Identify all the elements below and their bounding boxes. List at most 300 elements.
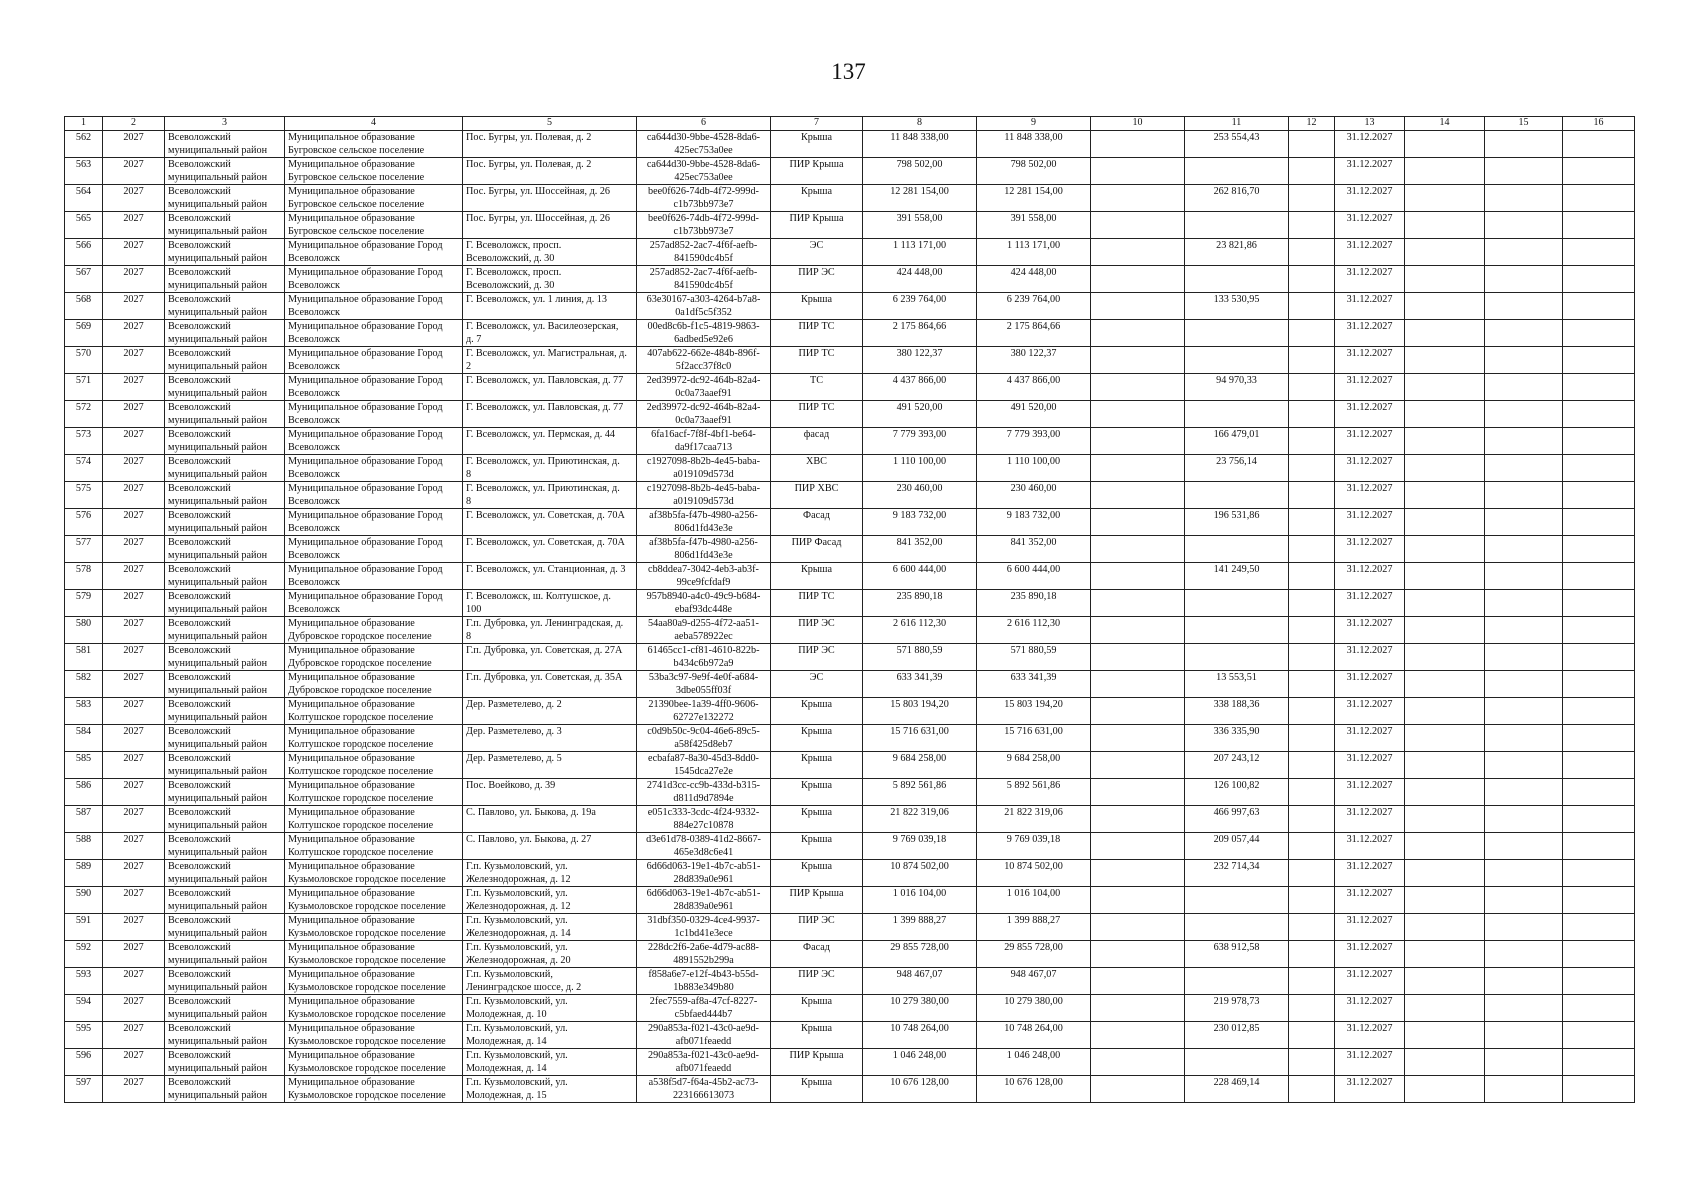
address-cell (463, 455, 637, 482)
column-15-cell (1485, 266, 1563, 293)
district-cell-line: муниципальный район (168, 577, 268, 588)
address-cell (463, 1022, 637, 1049)
column-16-cell (1563, 644, 1635, 671)
address-cell (463, 833, 637, 860)
column-number: 16 (1563, 117, 1635, 131)
house-guid-cell-line: f858a6e7-e12f-4b43-b55d- (648, 969, 759, 980)
column-9-cell: 10 676 128,00 (977, 1076, 1091, 1103)
table-row (65, 995, 1635, 1022)
year-cell: 2027 (103, 914, 165, 941)
column-8-cell: 1 016 104,00 (863, 887, 977, 914)
district-cell-line: муниципальный район (168, 442, 268, 453)
column-number: 3 (165, 117, 285, 131)
work-type-cell: ПИР Фасад (771, 536, 863, 563)
house-guid-cell (637, 644, 771, 671)
column-11-cell: 232 714,34 (1185, 860, 1289, 887)
column-11-cell: 228 469,14 (1185, 1076, 1289, 1103)
table-row (65, 1049, 1635, 1076)
district-cell-line: Всеволожский (168, 348, 231, 359)
column-15-cell (1485, 320, 1563, 347)
district-cell (165, 968, 285, 995)
municipality-cell-line: Муниципальное образование (288, 1023, 415, 1034)
municipality-cell (285, 536, 463, 563)
municipality-cell (285, 968, 463, 995)
column-10-cell (1091, 860, 1185, 887)
year-cell: 2027 (103, 428, 165, 455)
table-row (65, 428, 1635, 455)
district-cell-line: муниципальный район (168, 1090, 268, 1101)
municipality-cell-line: Колтушское городское поселение (288, 712, 434, 723)
municipality-cell-line: Муниципальное образование (288, 942, 415, 953)
column-11-cell (1185, 482, 1289, 509)
year-cell: 2027 (103, 239, 165, 266)
column-14-cell (1405, 320, 1485, 347)
row-number-cell: 585 (65, 752, 103, 779)
column-15-cell (1485, 185, 1563, 212)
year-cell: 2027 (103, 968, 165, 995)
district-cell (165, 806, 285, 833)
column-8-cell: 633 341,39 (863, 671, 977, 698)
row-number-cell: 584 (65, 725, 103, 752)
table-row (65, 239, 1635, 266)
table-row (65, 266, 1635, 293)
year-cell: 2027 (103, 347, 165, 374)
municipality-cell-line: Всеволожск (288, 253, 340, 264)
district-cell (165, 725, 285, 752)
column-8-cell: 571 880,59 (863, 644, 977, 671)
house-guid-cell (637, 455, 771, 482)
row-number-cell: 565 (65, 212, 103, 239)
table-row (65, 671, 1635, 698)
column-12-cell (1289, 131, 1335, 158)
column-14-cell (1405, 185, 1485, 212)
address-cell-line (466, 171, 633, 184)
table-row (65, 293, 1635, 320)
municipality-cell (285, 806, 463, 833)
column-15-cell (1485, 914, 1563, 941)
address-cell (463, 1076, 637, 1103)
municipality-cell (285, 347, 463, 374)
column-9-cell: 380 122,37 (977, 347, 1091, 374)
column-9-cell: 2 616 112,30 (977, 617, 1091, 644)
address-cell (463, 1049, 637, 1076)
house-guid-cell-line: 6d66d063-19e1-4b7c-ab51- (646, 861, 761, 872)
column-8-cell: 12 281 154,00 (863, 185, 977, 212)
address-cell (463, 941, 637, 968)
column-12-cell (1289, 806, 1335, 833)
column-10-cell (1091, 1022, 1185, 1049)
municipality-cell (285, 293, 463, 320)
column-9-cell: 10 874 502,00 (977, 860, 1091, 887)
municipality-cell-line: Всеволожск (288, 280, 340, 291)
work-type-cell: Фасад (771, 509, 863, 536)
column-8-cell: 11 848 338,00 (863, 131, 977, 158)
address-cell-line: Молодежная, д. 14 (466, 1036, 547, 1047)
house-guid-cell-line: 841590dc4b5f (674, 280, 733, 291)
district-cell-line: муниципальный район (168, 280, 268, 291)
column-12-cell (1289, 320, 1335, 347)
column-14-cell (1405, 995, 1485, 1022)
column-9-cell: 10 279 380,00 (977, 995, 1091, 1022)
work-type-cell: ПИР Крыша (771, 158, 863, 185)
address-cell-line (466, 765, 633, 778)
row-number-cell: 590 (65, 887, 103, 914)
address-cell (463, 995, 637, 1022)
completion-date-cell: 31.12.2027 (1335, 941, 1405, 968)
district-cell (165, 671, 285, 698)
table-row (65, 590, 1635, 617)
address-cell-line: 8 (466, 631, 472, 642)
table-row (65, 887, 1635, 914)
column-14-cell (1405, 347, 1485, 374)
table-row (65, 644, 1635, 671)
table-row (65, 914, 1635, 941)
column-10-cell (1091, 347, 1185, 374)
house-guid-cell-line: a019109d573d (673, 496, 734, 507)
work-type-cell: ПИР Крыша (771, 887, 863, 914)
municipality-cell (285, 671, 463, 698)
district-cell (165, 1022, 285, 1049)
row-number-cell: 575 (65, 482, 103, 509)
house-guid-cell-line: 841590dc4b5f (674, 253, 733, 264)
municipality-cell-line: Муниципальное образование Город (288, 456, 443, 467)
address-cell-line: Г.п. Кузьмоловский, ул. (466, 1077, 568, 1088)
district-cell (165, 644, 285, 671)
house-guid-cell (637, 239, 771, 266)
house-guid-cell-line: aeba578922ec (674, 631, 733, 642)
work-type-cell: Крыша (771, 752, 863, 779)
column-15-cell (1485, 671, 1563, 698)
house-guid-cell (637, 860, 771, 887)
column-number: 12 (1289, 117, 1335, 131)
municipality-cell-line: Всеволожск (288, 388, 340, 399)
column-9-cell: 11 848 338,00 (977, 131, 1091, 158)
district-cell-line: муниципальный район (168, 361, 268, 372)
house-guid-cell (637, 941, 771, 968)
year-cell: 2027 (103, 401, 165, 428)
column-12-cell (1289, 212, 1335, 239)
column-11-cell (1185, 1049, 1289, 1076)
column-9-cell: 841 352,00 (977, 536, 1091, 563)
district-cell-line: муниципальный район (168, 901, 268, 912)
municipality-cell-line: Кузьмоловское городское поселение (288, 1009, 446, 1020)
district-cell-line: муниципальный район (168, 253, 268, 264)
address-cell-line: Железнодорожная, д. 20 (466, 955, 571, 966)
row-number-cell: 563 (65, 158, 103, 185)
column-16-cell (1563, 374, 1635, 401)
district-cell-line: Всеволожский (168, 456, 231, 467)
column-11-cell: 230 012,85 (1185, 1022, 1289, 1049)
house-guid-cell-line: 2ed39972-dc92-464b-82a4- (646, 402, 761, 413)
column-10-cell (1091, 239, 1185, 266)
column-11-cell: 13 553,51 (1185, 671, 1289, 698)
district-cell-line: Всеволожский (168, 753, 231, 764)
year-cell: 2027 (103, 482, 165, 509)
district-cell (165, 482, 285, 509)
column-number: 8 (863, 117, 977, 131)
municipality-cell-line: Муниципальное образование (288, 834, 415, 845)
house-guid-cell-line: c1927098-8b2b-4e45-baba- (646, 456, 761, 467)
house-guid-cell (637, 995, 771, 1022)
district-cell-line: Всеволожский (168, 132, 231, 143)
house-guid-cell-line: ecbafa87-8a30-45d3-8dd0- (648, 753, 759, 764)
municipality-cell (285, 401, 463, 428)
house-guid-cell-line: 806d1fd43e3e (674, 550, 733, 561)
column-9-cell: 12 281 154,00 (977, 185, 1091, 212)
municipality-cell (285, 428, 463, 455)
work-type-cell: Крыша (771, 779, 863, 806)
column-14-cell (1405, 455, 1485, 482)
address-cell-line (466, 846, 633, 859)
district-cell (165, 428, 285, 455)
house-guid-cell-line: 31dbf350-0329-4ce4-9937- (647, 915, 760, 926)
house-guid-cell (637, 806, 771, 833)
row-number-cell: 597 (65, 1076, 103, 1103)
column-10-cell (1091, 725, 1185, 752)
column-12-cell (1289, 347, 1335, 374)
column-9-cell: 6 239 764,00 (977, 293, 1091, 320)
column-number: 4 (285, 117, 463, 131)
year-cell: 2027 (103, 509, 165, 536)
municipality-cell-line: Муниципальное образование (288, 618, 415, 629)
work-type-cell: ПИР Крыша (771, 1049, 863, 1076)
row-number-cell: 592 (65, 941, 103, 968)
column-15-cell (1485, 428, 1563, 455)
column-16-cell (1563, 698, 1635, 725)
house-guid-cell (637, 185, 771, 212)
work-type-cell: ПИР ЭС (771, 644, 863, 671)
district-cell-line: муниципальный район (168, 955, 268, 966)
table-row (65, 725, 1635, 752)
column-12-cell (1289, 671, 1335, 698)
address-cell-line: Г. Всеволожск, просп. (466, 240, 562, 251)
column-11-cell: 219 978,73 (1185, 995, 1289, 1022)
year-cell: 2027 (103, 779, 165, 806)
column-14-cell (1405, 617, 1485, 644)
completion-date-cell: 31.12.2027 (1335, 428, 1405, 455)
address-cell (463, 401, 637, 428)
column-14-cell (1405, 806, 1485, 833)
row-number-cell: 574 (65, 455, 103, 482)
column-12-cell (1289, 1049, 1335, 1076)
column-16-cell (1563, 752, 1635, 779)
municipality-cell (285, 482, 463, 509)
column-8-cell: 1 113 171,00 (863, 239, 977, 266)
house-guid-cell-line: 290a853a-f021-43c0-ae9d- (648, 1050, 759, 1061)
address-cell (463, 536, 637, 563)
row-number-cell: 594 (65, 995, 103, 1022)
column-11-cell (1185, 617, 1289, 644)
address-cell-line: Г. Всеволожск, ул. Павловская, д. 77 (466, 375, 624, 386)
completion-date-cell: 31.12.2027 (1335, 320, 1405, 347)
work-type-cell: Крыша (771, 833, 863, 860)
house-guid-cell-line: 61465cc1-cf81-4610-822b- (647, 645, 760, 656)
district-cell (165, 320, 285, 347)
work-type-cell: ПИР ТС (771, 347, 863, 374)
district-cell-line: муниципальный район (168, 1063, 268, 1074)
district-cell-line: Всеволожский (168, 321, 231, 332)
municipality-cell-line: Всеволожск (288, 361, 340, 372)
year-cell: 2027 (103, 293, 165, 320)
address-cell-line: Г. Всеволожск, ул. Советская, д. 70А (466, 510, 625, 521)
district-cell-line: муниципальный район (168, 820, 268, 831)
district-cell-line: Всеволожский (168, 996, 231, 1007)
district-cell (165, 185, 285, 212)
house-guid-cell (637, 590, 771, 617)
work-type-cell: ПИР ХВС (771, 482, 863, 509)
column-14-cell (1405, 833, 1485, 860)
house-guid-cell-line: 5f2acc37f8c0 (675, 361, 732, 372)
column-8-cell: 6 600 444,00 (863, 563, 977, 590)
column-14-cell (1405, 482, 1485, 509)
table-row (65, 320, 1635, 347)
address-cell (463, 644, 637, 671)
municipality-cell-line: Всеволожск (288, 415, 340, 426)
row-number-cell: 587 (65, 806, 103, 833)
column-8-cell: 15 716 631,00 (863, 725, 977, 752)
row-number-cell: 567 (65, 266, 103, 293)
column-8-cell: 5 892 561,86 (863, 779, 977, 806)
column-9-cell: 10 748 264,00 (977, 1022, 1091, 1049)
column-16-cell (1563, 212, 1635, 239)
district-cell (165, 1049, 285, 1076)
year-cell: 2027 (103, 752, 165, 779)
municipality-cell-line: Муниципальное образование (288, 780, 415, 791)
address-cell-line: Г.п. Дубровка, ул. Советская, д. 27А (466, 645, 623, 656)
column-9-cell: 491 520,00 (977, 401, 1091, 428)
house-guid-cell-line: d3e61d78-0389-41d2-8667- (646, 834, 761, 845)
address-cell (463, 428, 637, 455)
column-16-cell (1563, 455, 1635, 482)
address-cell-line: Г. Всеволожск, ул. Советская, д. 70А (466, 537, 625, 548)
work-type-cell: Крыша (771, 563, 863, 590)
district-cell (165, 1076, 285, 1103)
house-guid-cell (637, 833, 771, 860)
address-cell-line: Пос. Воейково, д. 39 (466, 780, 556, 791)
district-cell-line: Всеволожский (168, 429, 231, 440)
column-16-cell (1563, 914, 1635, 941)
column-number: 9 (977, 117, 1091, 131)
work-type-cell: ПИР ТС (771, 320, 863, 347)
column-10-cell (1091, 509, 1185, 536)
municipality-cell-line: Всеволожск (288, 469, 340, 480)
address-cell-line: Г.п. Дубровка, ул. Советская, д. 35А (466, 672, 623, 683)
municipality-cell-line: Муниципальное образование (288, 996, 415, 1007)
address-cell-line (466, 198, 633, 211)
district-cell-line: Всеволожский (168, 510, 231, 521)
address-cell-line: Г. Всеволожск, ул. 1 линия, д. 13 (466, 294, 607, 305)
column-number: 11 (1185, 117, 1289, 131)
district-cell (165, 752, 285, 779)
municipality-cell (285, 779, 463, 806)
column-16-cell (1563, 833, 1635, 860)
municipality-cell (285, 941, 463, 968)
column-10-cell (1091, 995, 1185, 1022)
column-8-cell: 21 822 319,06 (863, 806, 977, 833)
completion-date-cell: 31.12.2027 (1335, 914, 1405, 941)
house-guid-cell (637, 266, 771, 293)
municipality-cell-line: Муниципальное образование Город (288, 483, 443, 494)
column-16-cell (1563, 806, 1635, 833)
address-cell (463, 779, 637, 806)
house-guid-cell-line: 1c1bd41e3ece (674, 928, 733, 939)
house-guid-cell-line: a538f5d7-f64a-45b2-ac73- (648, 1077, 759, 1088)
work-type-cell: ПИР Крыша (771, 212, 863, 239)
column-16-cell (1563, 563, 1635, 590)
table-row (65, 1022, 1635, 1049)
municipality-cell-line: Всеволожск (288, 442, 340, 453)
municipality-cell (285, 752, 463, 779)
column-8-cell: 1 046 248,00 (863, 1049, 977, 1076)
table-row (65, 833, 1635, 860)
table-row (65, 698, 1635, 725)
address-cell-line: Дер. Разметелево, д. 5 (466, 753, 562, 764)
house-guid-cell (637, 347, 771, 374)
house-guid-cell (637, 752, 771, 779)
column-15-cell (1485, 293, 1563, 320)
district-cell-line: Всеволожский (168, 780, 231, 791)
house-guid-cell-line: c1b73bb973e7 (673, 199, 734, 210)
column-15-cell (1485, 374, 1563, 401)
address-cell (463, 806, 637, 833)
district-cell (165, 941, 285, 968)
house-guid-cell (637, 914, 771, 941)
column-9-cell: 948 467,07 (977, 968, 1091, 995)
municipality-cell (285, 239, 463, 266)
column-10-cell (1091, 536, 1185, 563)
column-12-cell (1289, 941, 1335, 968)
column-8-cell: 391 558,00 (863, 212, 977, 239)
row-number-cell: 593 (65, 968, 103, 995)
work-type-cell: ЭС (771, 239, 863, 266)
district-cell (165, 995, 285, 1022)
address-cell (463, 671, 637, 698)
column-number: 10 (1091, 117, 1185, 131)
house-guid-cell-line: c5bfaed444b7 (674, 1009, 733, 1020)
municipality-cell-line: Муниципальное образование (288, 672, 415, 683)
district-cell-line: муниципальный район (168, 469, 268, 480)
column-9-cell: 798 502,00 (977, 158, 1091, 185)
column-15-cell (1485, 509, 1563, 536)
column-8-cell: 841 352,00 (863, 536, 977, 563)
column-15-cell (1485, 563, 1563, 590)
column-9-cell: 230 460,00 (977, 482, 1091, 509)
column-9-cell: 424 448,00 (977, 266, 1091, 293)
row-number-cell: 589 (65, 860, 103, 887)
work-type-cell: Крыша (771, 725, 863, 752)
municipality-cell-line: Дубровское городское поселение (288, 685, 432, 696)
column-10-cell (1091, 428, 1185, 455)
column-number: 6 (637, 117, 771, 131)
table-row (65, 347, 1635, 374)
address-cell-line: Железнодорожная, д. 12 (466, 901, 571, 912)
completion-date-cell: 31.12.2027 (1335, 644, 1405, 671)
house-guid-cell-line: 53ba3c97-9e9f-4e0f-a684- (648, 672, 759, 683)
municipality-cell-line: Колтушское городское поселение (288, 739, 434, 750)
column-14-cell (1405, 752, 1485, 779)
column-14-cell (1405, 428, 1485, 455)
house-guid-cell-line: 4891552b299a (673, 955, 734, 966)
column-14-cell (1405, 671, 1485, 698)
district-cell-line: Всеволожский (168, 375, 231, 386)
house-guid-cell-line: 290a853a-f021-43c0-ae9d- (648, 1023, 759, 1034)
column-8-cell: 9 769 039,18 (863, 833, 977, 860)
municipality-cell-line: Бугровское сельское поселение (288, 172, 425, 183)
column-11-cell: 338 188,36 (1185, 698, 1289, 725)
address-cell-line: Железнодорожная, д. 12 (466, 874, 571, 885)
address-cell (463, 509, 637, 536)
house-guid-cell-line: 257ad852-2ac7-4f6f-aefb- (649, 267, 758, 278)
